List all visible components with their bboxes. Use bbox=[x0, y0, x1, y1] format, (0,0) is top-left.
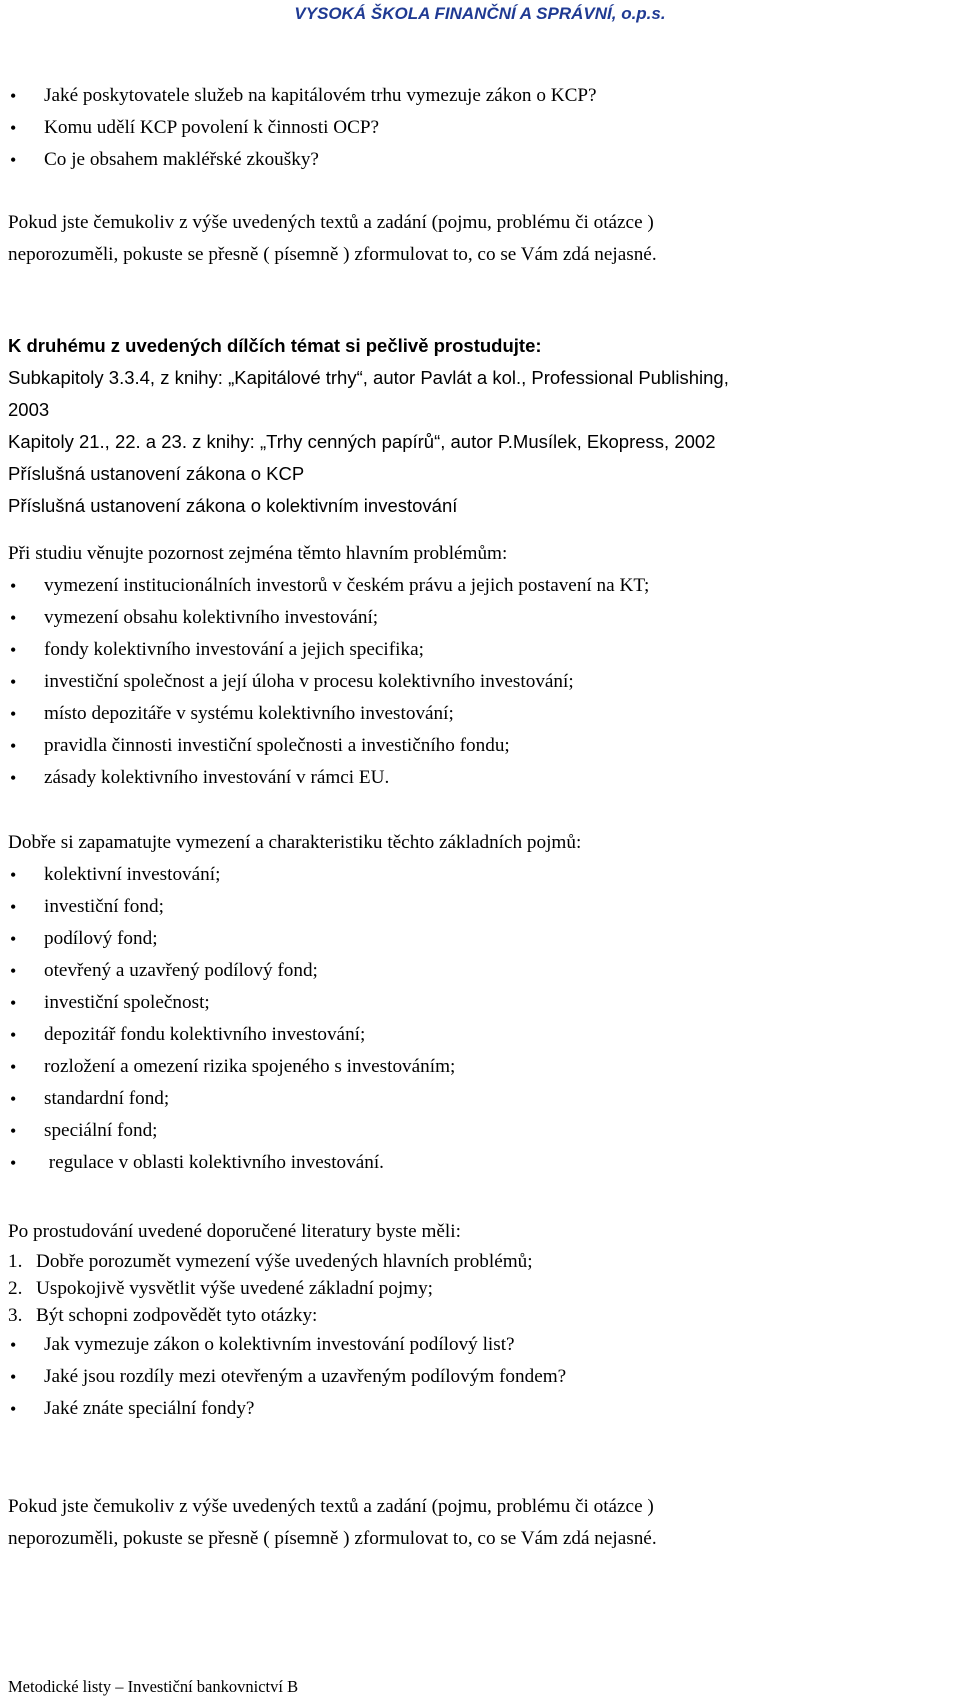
paragraph-line: Pokud jste čemukoliv z výše uvedených textů a zadání (pojmu, problému či otázce ) bbox=[8, 212, 654, 233]
list-item: • zásady kolektivního investování v rámci EU. bbox=[8, 762, 948, 794]
terms-section bbox=[8, 827, 948, 1179]
item-number: 1. bbox=[8, 1251, 23, 1272]
study-line: Kapitoly 21., 22. a 23. z knihy: „Trhy cenných papírů“, autor P.Musílek, Ekopress, 2002 bbox=[8, 431, 716, 452]
numbered-item bbox=[8, 1248, 948, 1275]
problems-intro: Při studiu věnujte pozornost zejména těmto hlavním problémům: bbox=[8, 543, 508, 564]
list-item: • investiční společnost a její úloha v procesu kolektivního investování; bbox=[8, 666, 948, 698]
list-item: • Komu udělí KCP povolení k činnosti OCP? bbox=[8, 112, 948, 144]
item-number: 3. bbox=[8, 1305, 23, 1326]
list-item: • depozitář fondu kolektivního investování; bbox=[8, 1019, 948, 1051]
outcomes-section bbox=[8, 1216, 948, 1425]
list-item: • regulace v oblasti kolektivního investování. bbox=[8, 1147, 948, 1179]
list-item: • Jaké jsou rozdíly mezi otevřeným a uzavřeným podílovým fondem? bbox=[8, 1361, 948, 1393]
document-header: VYSOKÁ ŠKOLA FINANČNÍ A SPRÁVNÍ, o.p.s. bbox=[294, 4, 666, 23]
study-line: 2003 bbox=[8, 399, 50, 420]
document-footer: Metodické listy – Investiční bankovnictví B bbox=[8, 1677, 299, 1696]
paragraph-line: Pokud jste čemukoliv z výše uvedených textů a zadání (pojmu, problému či otázce ) bbox=[8, 1496, 654, 1517]
study-heading: K druhému z uvedených dílčích témat si pečlivě prostudujte: bbox=[8, 335, 542, 356]
list-item: • podílový fond; bbox=[8, 923, 948, 955]
list-item: • místo depozitáře v systému kolektivního investování; bbox=[8, 698, 948, 730]
item-number: 2. bbox=[8, 1278, 23, 1299]
paragraph-line: neporozuměli, pokuste se přesně ( písemně ) zformulovat to, co se Vám zdá nejasné. bbox=[8, 1528, 657, 1549]
item-text: Dobře porozumět vymezení výše uvedených hlavních problémů; bbox=[36, 1251, 533, 1272]
problems-section bbox=[8, 538, 948, 794]
list-item: • speciální fond; bbox=[8, 1115, 948, 1147]
study-line: Příslušná ustanovení zákona o kolektivním investování bbox=[8, 495, 458, 516]
list-item: • Jaké poskytovatele služeb na kapitálovém trhu vymezuje zákon o KCP? bbox=[8, 80, 948, 112]
list-item: • pravidla činnosti investiční společnosti a investičního fondu; bbox=[8, 730, 948, 762]
list-item: • Jaké znáte speciální fondy? bbox=[8, 1393, 948, 1425]
item-text: Být schopni zodpovědět tyto otázky: bbox=[36, 1305, 318, 1326]
unclear-note-1 bbox=[8, 207, 948, 271]
study-line: Subkapitoly 3.3.4, z knihy: „Kapitálové trhy“, autor Pavlát a kol., Professional Publishing, bbox=[8, 367, 729, 388]
study-section bbox=[8, 330, 948, 522]
top-questions-list bbox=[8, 80, 948, 176]
numbered-item bbox=[8, 1302, 948, 1329]
list-item: • vymezení institucionálních investorů v českém právu a jejich postavení na KT; bbox=[8, 570, 948, 602]
list-item: • fondy kolektivního investování a jejich specifika; bbox=[8, 634, 948, 666]
numbered-item bbox=[8, 1275, 948, 1302]
item-text: Uspokojivě vysvětlit výše uvedené základní pojmy; bbox=[36, 1278, 433, 1299]
outcomes-intro: Po prostudování uvedené doporučené literatury byste měli: bbox=[8, 1221, 461, 1242]
study-line: Příslušná ustanovení zákona o KCP bbox=[8, 463, 305, 484]
list-item: • vymezení obsahu kolektivního investování; bbox=[8, 602, 948, 634]
list-item: • otevřený a uzavřený podílový fond; bbox=[8, 955, 948, 987]
list-item: • kolektivní investování; bbox=[8, 859, 948, 891]
paragraph-line: neporozuměli, pokuste se přesně ( písemně ) zformulovat to, co se Vám zdá nejasné. bbox=[8, 244, 657, 265]
list-item: • Jak vymezuje zákon o kolektivním investování podílový list? bbox=[8, 1329, 948, 1361]
list-item: • standardní fond; bbox=[8, 1083, 948, 1115]
terms-intro: Dobře si zapamatujte vymezení a charakteristiku těchto základních pojmů: bbox=[8, 832, 582, 853]
list-item: • Co je obsahem makléřské zkoušky? bbox=[8, 144, 948, 176]
unclear-note-2 bbox=[8, 1491, 948, 1555]
list-item: • investiční společnost; bbox=[8, 987, 948, 1019]
list-item: • investiční fond; bbox=[8, 891, 948, 923]
list-item: • rozložení a omezení rizika spojeného s investováním; bbox=[8, 1051, 948, 1083]
